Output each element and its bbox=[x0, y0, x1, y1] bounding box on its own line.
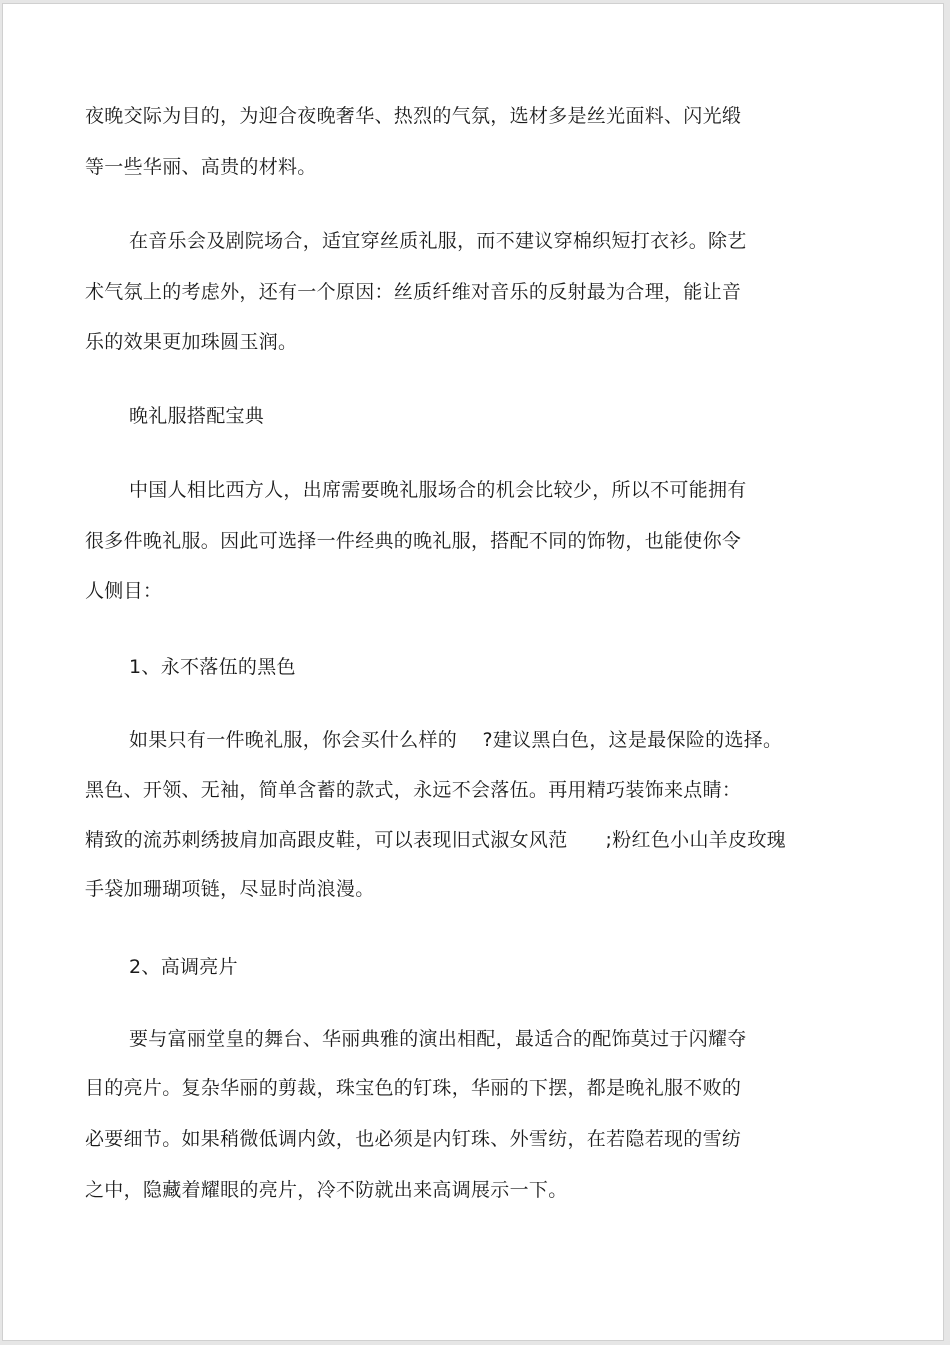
paragraph-5-line-2: 目的亮片。复杂华丽的剪裁，珠宝色的钉珠，华丽的下摆，都是晚礼服不败的 bbox=[85, 1077, 742, 1099]
paragraph-1-line-1: 夜晚交际为目的，为迎合夜晚奢华、热烈的气氛，选材多是丝光面料、闪光缎 bbox=[85, 105, 742, 127]
paragraph-3-line-1: 中国人相比西方人，出席需要晚礼服场合的机会比较少，所以不可能拥有 bbox=[129, 479, 747, 501]
paragraph-5-line-1: 要与富丽堂皇的舞台、华丽典雅的演出相配，最适合的配饰莫过于闪耀夺 bbox=[129, 1028, 747, 1050]
paragraph-4-line-2: 黑色、开领、无袖，简单含蓄的款式，永远不会落伍。再用精巧装饰来点睛： bbox=[85, 779, 742, 801]
paragraph-5-line-4: 之中，隐藏着耀眼的亮片，冷不防就出来高调展示一下。 bbox=[85, 1179, 568, 1201]
paragraph-3-line-3: 人侧目： bbox=[85, 580, 163, 602]
section-heading-2: 2、高调亮片 bbox=[129, 956, 238, 978]
paragraph-2-line-1: 在音乐会及剧院场合，适宜穿丝质礼服，而不建议穿棉织短打衣衫。除艺 bbox=[129, 230, 747, 252]
paragraph-4-line-4: 手袋加珊瑚项链，尽显时尚浪漫。 bbox=[85, 878, 375, 900]
section-heading-main: 晚礼服搭配宝典 bbox=[129, 405, 265, 427]
paragraph-4-line-1: 如果只有一件晚礼服，你会买什么样的 ?建议黑白色，这是最保险的选择。 bbox=[129, 729, 783, 751]
section-heading-1: 1、永不落伍的黑色 bbox=[129, 656, 296, 678]
paragraph-5-line-3: 必要细节。如果稍微低调内敛，也必须是内钉珠、外雪纺，在若隐若现的雪纺 bbox=[85, 1128, 742, 1150]
paragraph-2-line-2: 术气氛上的考虑外，还有一个原因：丝质纤维对音乐的反射最为合理，能让音 bbox=[85, 281, 742, 303]
paragraph-1-line-2: 等一些华丽、高贵的材料。 bbox=[85, 156, 317, 178]
paragraph-4-line-3: 精致的流苏刺绣披肩加高跟皮鞋，可以表现旧式淑女风范 ;粉红色小山羊皮玫瑰 bbox=[85, 829, 786, 851]
paragraph-2-line-3: 乐的效果更加珠圆玉润。 bbox=[85, 331, 298, 353]
paragraph-3-line-2: 很多件晚礼服。因此可选择一件经典的晚礼服，搭配不同的饰物，也能使你令 bbox=[85, 530, 742, 552]
